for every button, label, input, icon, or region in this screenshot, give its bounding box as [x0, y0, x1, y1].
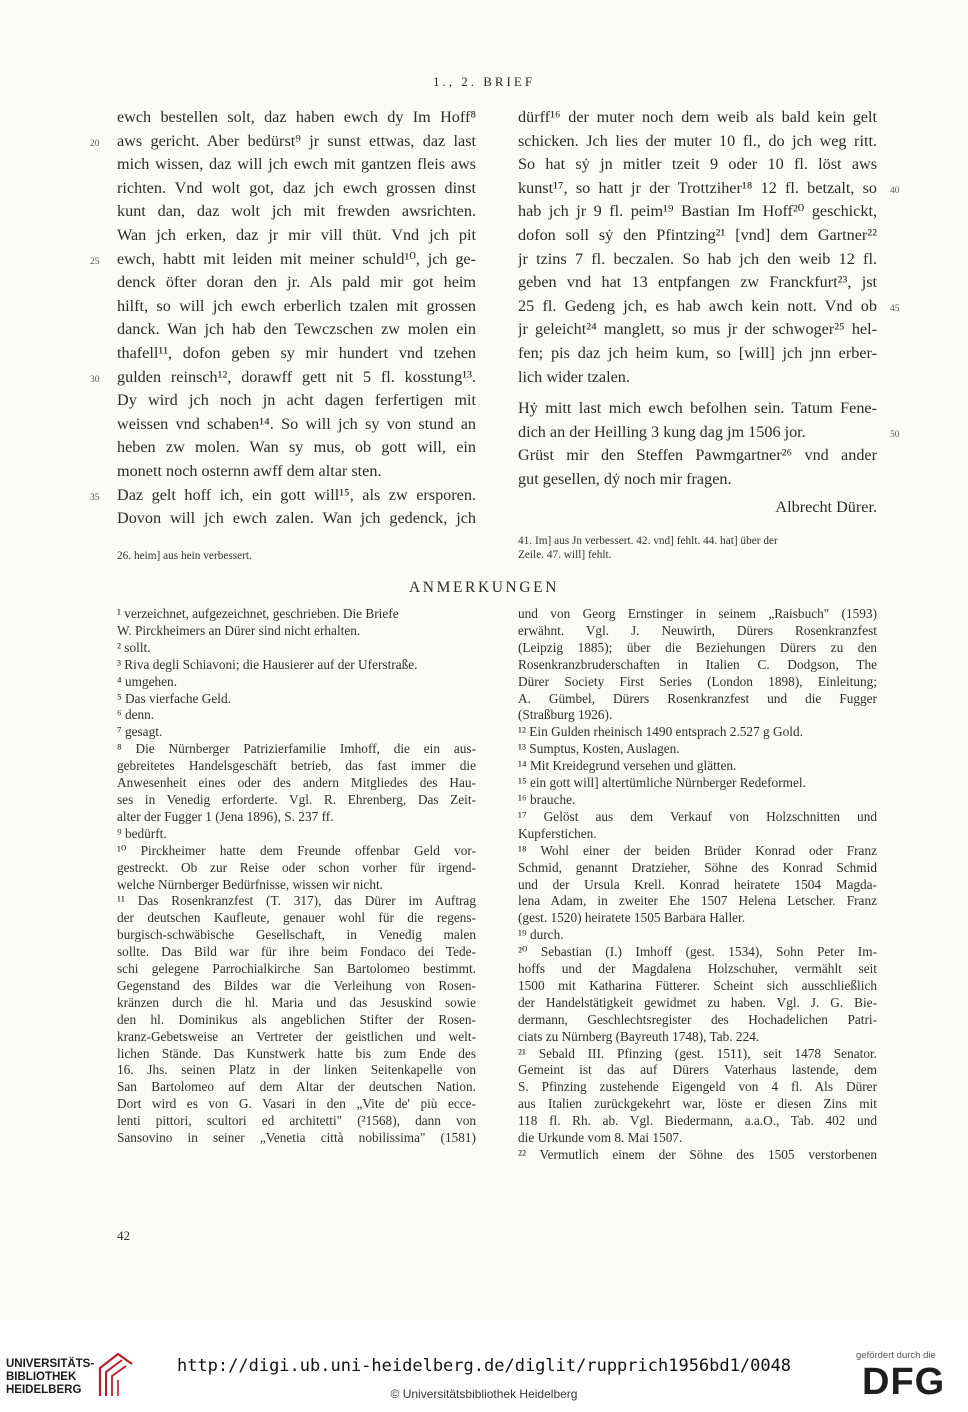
apparatus-text: Zeile. 47. will] fehlt. — [518, 549, 612, 561]
note-line: (Straßburg 1926). — [518, 707, 613, 723]
text-line: 25 fl. Gedeng jch, es hab awch kein nott. Vnd ob — [518, 296, 877, 315]
note-line: (Leipzig 1885); über die Beziehungen Dürers zu den — [518, 639, 877, 655]
line-number: 45 — [890, 304, 900, 314]
text-line: richten. Vnd wolt got, daz jch ewch grossen dinst — [117, 178, 476, 197]
apparatus-text: 26. heim] aus hein verbessert. — [117, 550, 252, 562]
note-line: 16. Jhs. seinen Platz in der linken Seitenkapelle von — [117, 1062, 476, 1078]
page-number: 42 — [117, 1228, 130, 1243]
text-line: Wan jch erken, daz jr mir vill thüt. Vnd jch pit — [117, 225, 476, 244]
note-line: kränzen durch die hl. Maria und das Jesuskind sowie — [117, 994, 476, 1010]
text-line: gut gesellen, dẏ noch mir fragen. — [518, 469, 732, 488]
line-number: 25 — [90, 257, 100, 267]
note-line: ⁸ Die Nürnberger Patrizierfamilie Imhoff, die ein aus- — [117, 741, 476, 757]
funding-note: gefördert durch die — [856, 1350, 936, 1361]
note-line: kranz-Gebetsweise an Vertreter der geistlichen und welt- — [117, 1028, 476, 1044]
source-url-link[interactable]: http://digi.ub.uni-heidelberg.de/diglit/rupprich1956bd1/0048 — [176, 1356, 792, 1376]
note-line: ³ Riva degli Schiavoni; die Hausierer auf der Uferstraße. — [117, 656, 418, 672]
note-line: ⁴ umgehen. — [117, 673, 178, 689]
line-number: 30 — [90, 375, 100, 385]
note-line: schi gelegene Parrochialkirche San Bartolomeo bestimmt. — [117, 961, 476, 977]
note-line: Dort wird es von G. Vasari in den „Vite de' più ecce- — [117, 1096, 476, 1112]
note-line: und der Ursula Krell. Konrad heiratete 1504 Magda- — [518, 876, 877, 892]
note-line: ¹ verzeichnet, aufgezeichnet, geschrieben. Die Briefe — [117, 606, 399, 621]
note-line: ¹¹ Das Rosenkranzfest (T. 317), das Dürer im Auftrag — [117, 893, 476, 909]
note-line: lichen Stände. Das Kunstwerk hatte bis zum Ende des — [117, 1045, 476, 1061]
notes-left-column — [117, 606, 476, 1147]
note-line: ciats zu Nürnberg (Bayreuth 1748), Tab. 224. — [518, 1028, 760, 1044]
note-line: Rosenkranzbruderschaften in Italien C. Dodgson, The — [518, 656, 877, 672]
text-line: kunt dan, daz wolt jch mit frewden awsrichten. — [117, 202, 476, 221]
note-line: ²² Vermutlich einem der Söhne des 1505 verstorbenen — [518, 1147, 877, 1162]
note-line: der Handelstätigkeit gewidmet zu haben. Vgl. J. G. Bie- — [518, 994, 877, 1010]
line-number: 50 — [890, 430, 900, 440]
note-line: Dürer Society First Series (London 1898), Einleitung; — [518, 673, 877, 689]
text-line: kunst¹⁷, so hatt jr der Trottziher¹⁸ 12 fl. betzalt, so — [518, 178, 877, 197]
note-line: dermann, Geschlechtsregister des Hochadelichen Patri- — [518, 1011, 877, 1027]
text-line: mich wissen, daz will jch ewch mit gantzen fleis aws — [117, 155, 476, 174]
note-line: gebreitetes Handelsgeschäft betrieb, das fast immer die — [117, 758, 476, 774]
note-line: Gemeint ist das auf Dürers Vaterhaus lastende, dem — [518, 1062, 877, 1078]
note-line: San Bartolomeo auf dem Altar der deutschen Nation. — [117, 1079, 476, 1095]
text-line: Daz gelt hoff ich, ein gott will¹⁵, als zw ersporen. — [117, 485, 476, 504]
text-line: Dy wird jch noch jn acht dagen ferfertigen mit — [117, 391, 476, 410]
section-title: ANMERKUNGEN — [408, 579, 559, 596]
text-line: So hat sẏ jn mitler tzeit 9 oder 10 fl. löst aws — [518, 155, 877, 174]
note-line: ¹⁶ brauche. — [518, 791, 576, 807]
apparatus-right — [518, 534, 877, 562]
letter-left-column — [117, 106, 476, 531]
text-line: monett noch osternn awff dem altar sten. — [117, 461, 382, 480]
note-line: welche Nürnberger Bedürfnisse, wissen wir nicht. — [117, 876, 383, 892]
note-line: hoffs und der Magdalena Holzschuher, vermählt seit — [518, 961, 877, 977]
text-line: aws gericht. Aber bedürst⁹ jr sunst ettwas, daz last — [117, 131, 476, 150]
note-line: S. Pfinzing zustehende Eigengeld von 4 fl. Als Dürer — [518, 1079, 877, 1095]
note-line: alter der Fugger 1 (Jena 1896), S. 237 ff. — [117, 808, 334, 824]
note-line: ¹⁰ Pirckheimer hatte dem Freunde offenbar Geld vor- — [117, 842, 476, 858]
text-line: weissen vnd schaben¹⁴. So will jch sy von stund an — [117, 414, 476, 433]
line-number: 20 — [90, 139, 100, 149]
note-line: ⁷ gesagt. — [117, 724, 163, 740]
text-line: schicken. Jch lies der muter 10 fl., do jch weg ritt. — [518, 131, 877, 150]
note-line: Anwesenheit eines oder des andern Mitgliedes des Hau- — [117, 775, 476, 791]
text-line: fen; pis daz jch heim kum, so [will] jch jnn erber- — [518, 343, 877, 362]
text-line: Hẏ mitt last mich ewch befolhen sein. Tatum Fene- — [518, 399, 877, 418]
text-line: ewch, habtt mit leiden mit meiner schuld¹⁰, jch ge- — [117, 249, 476, 268]
text-line: geben vnd hat 13 entpfangen zw Franckfurt²³, jst — [518, 273, 877, 292]
letter-right-column — [518, 106, 877, 519]
note-line: ¹³ Sumptus, Kosten, Auslagen. — [518, 741, 680, 757]
text-line: gulden reinsch¹², dorawff gett nit 5 fl. kosstung¹³. — [117, 367, 476, 386]
apparatus-text: 41. Im] aus Jn verbessert. 42. vnd] fehlt. 44. hat] über der — [518, 535, 778, 547]
text-line: Dovon will jch ewch zalen. Wan jch gedenck, jch — [117, 509, 476, 528]
note-line: ses in Venedig erforderte. Vgl. R. Ehrenberg, Das Zeit- — [117, 791, 476, 807]
apparatus-left — [117, 549, 476, 563]
note-line: burgisch-schwäbische Gesellschaft, in Venedig malen — [117, 927, 476, 943]
running-head: 1., 2. BRIEF — [432, 74, 536, 89]
note-line: ⁶ denn. — [117, 707, 155, 723]
text-line: hilft, so will jch ewch erberlich tzalen mit grossen — [117, 296, 476, 315]
line-number: 40 — [890, 186, 900, 196]
note-line: ¹⁴ Mit Kreidegrund versehen und glätten. — [518, 758, 737, 774]
note-line: ⁹ bedürft. — [117, 825, 167, 841]
copyright-notice: © Universitätsbibliothek Heidelberg — [390, 1387, 578, 1401]
text-line: thafell¹¹, dofon geben sy mir hundert vnd tzehen — [117, 343, 476, 362]
text-line: Grüst mir den Steffen Pawmgartner²⁶ vnd ander — [518, 446, 877, 465]
note-line: ¹⁹ durch. — [518, 927, 564, 943]
signature: Albrecht Dürer. — [775, 497, 877, 516]
note-line: lenti pittori, scultori ed architetti" (²1568), dann von — [117, 1113, 476, 1129]
text-line: denck öfter doran den jr. Als pald mir got heim — [117, 273, 476, 292]
text-line: heben zw molen. Wan sy mus, ob gott will, ein — [117, 438, 476, 457]
note-line: erwähnt. Vgl. J. Neuwirth, Dürers Rosenkranzfest — [518, 622, 877, 638]
note-line: aus Italien zurückgekehrt war, löste er diesen Zins mit — [518, 1096, 877, 1112]
note-line: sollte. Das Bild war für ihre beim Fondaco dei Tede- — [117, 944, 476, 960]
note-line: den hl. Dominikus als angeblichen Stifter der Rosen- — [117, 1011, 476, 1027]
logo-line: HEIDELBERG — [6, 1384, 82, 1396]
text-line: ewch bestellen solt, daz haben ewch dy Im Hoff⁸ — [117, 108, 476, 126]
logo-line: BIBLIOTHEK — [6, 1371, 77, 1383]
note-line: W. Pirckheimers an Dürer sind nicht erhalten. — [117, 622, 361, 638]
note-line: ² sollt. — [117, 639, 151, 655]
dfg-logo: DFG — [862, 1361, 946, 1403]
note-line: der deutschen Kaufleute, genauer wohl für die regens- — [117, 910, 476, 926]
line-number: 35 — [90, 493, 100, 503]
text-line: hab jch jr 9 fl. peim¹⁹ Bastian Im Hoff²⁰ geschickt, — [518, 202, 877, 221]
note-line: Schmid, genannt Dratzieher, Söhne des Konrad Schmid — [518, 859, 877, 875]
note-line: ¹⁵ ein gott will] altertümliche Nürnberger Redeformel. — [518, 775, 806, 791]
text-line: dofon soll sẏ den Pfintzing²¹ [vnd] dem Gartner²² — [518, 225, 877, 244]
note-line: 1500 mit Katharina Fütterer. Scheint sich ausschließlich — [518, 977, 877, 993]
note-line: A. Gümbel, Dürers Rosenkranzfest und die Fugger — [518, 690, 877, 706]
note-line: gestreckt. Ob zur Reise oder schon vorher für irgend- — [117, 859, 476, 875]
note-line: ¹² Ein Gulden rheinisch 1490 entsprach 2.527 g Gold. — [518, 724, 803, 740]
note-line: ⁵ Das vierfache Geld. — [117, 690, 231, 706]
note-line: (gest. 1520) heiratete 1505 Barbara Haller. — [518, 910, 746, 926]
text-line: jr geleicht²⁴ manglett, so mus jr der schwoger²⁵ hel- — [518, 320, 877, 339]
text-line: danck. Wan jch hab den Tewczschen zw molen ein — [117, 320, 476, 339]
text-line: dich an der Heilling 3 kung dag jm 1506 jor. — [518, 422, 806, 441]
text-line: lich wider tzalen. — [518, 367, 630, 386]
note-line: die Urkunde vom 8. Mai 1507. — [518, 1130, 683, 1146]
note-line: ²¹ Sebald III. Pfinzing (gest. 1511), seit 1478 Senator. — [518, 1045, 877, 1061]
note-line: ²⁰ Sebastian (I.) Imhoff (gest. 1534), Sohn Peter Im- — [518, 944, 877, 960]
note-line: und von Georg Ernstinger in seinem „Raisbuch" (1593) — [518, 606, 877, 621]
text-line: jr tzins 7 fl. beczalen. So hab jch den weib 12 fl. — [518, 249, 877, 268]
note-line: Gegenstand des Bildes war die Verleihung von Rosen- — [117, 977, 476, 993]
note-line: ¹⁸ Wohl einer der beiden Brüder Konrad oder Franz — [518, 842, 877, 858]
notes-right-column — [518, 606, 877, 1164]
note-line: 118 fl. Rh. ab. Vgl. Biedermann, a.a.O., Tab. 402 und — [518, 1113, 877, 1129]
note-line: Sansovino in seiner „Venetia città nobilissima" (1581) — [117, 1130, 476, 1146]
logo-line: UNIVERSITÄTS- — [6, 1358, 95, 1370]
text-line: dürff¹⁶ der muter noch dem weib als bald kein gelt — [518, 108, 877, 126]
note-line: lena Adam, in zweiter Ehe 1507 Helena Letscher. Franz — [518, 893, 877, 909]
note-line: ¹⁷ Gelöst aus dem Verkauf von Holzschnitten und — [518, 808, 877, 824]
note-line: Kupferstichen. — [518, 825, 597, 841]
